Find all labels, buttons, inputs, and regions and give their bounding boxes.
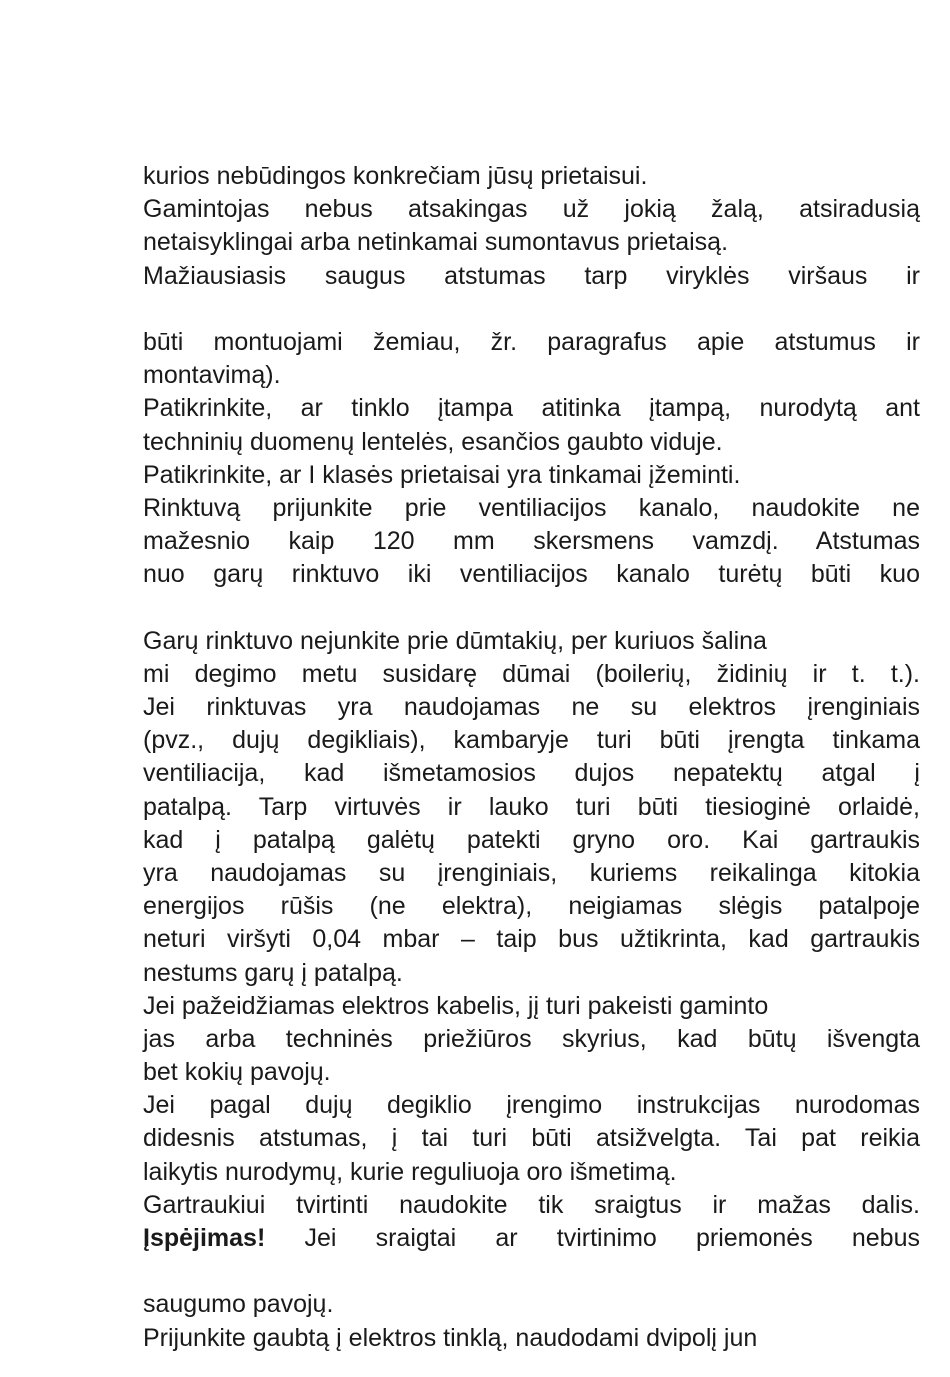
text-line: saugumo pavojų.	[143, 1290, 334, 1319]
text-line: kad į patalpą galėtų patekti gryno oro. Kai gartraukis	[143, 825, 920, 854]
warning-text: Jei sraigtai ar tvirtinimo priemonės nebus	[265, 1224, 920, 1252]
text-line: Jei pagal dujų degiklio įrengimo instrukcijas nurodomas	[143, 1091, 920, 1120]
text-line: yra naudojamas su įrenginiais, kuriems reikalinga kitokia	[143, 858, 920, 887]
text-line: energijos rūšis (ne elektra), neigiamas slėgis patalpoje	[143, 892, 920, 921]
blank-line	[143, 591, 920, 624]
text-line: Garų rinktuvo nejunkite prie dūmtakių, per kuriuos šalina	[143, 626, 767, 655]
text-line: patalpą. Tarp virtuvės ir lauko turi būti tiesioginė orlaidė,	[143, 792, 920, 821]
text-line: techninių duomenų lentelės, esančios gaubto viduje.	[143, 427, 723, 456]
text-line: Mažiausiasis saugus atstumas tarp viryklės viršaus ir	[143, 261, 920, 290]
text-line: būti montuojami žemiau, žr. paragrafus apie atstumus ir	[143, 327, 920, 356]
text-line: jas arba techninės priežiūros skyrius, kad būtų išvengta	[143, 1024, 920, 1053]
text-line: montavimą).	[143, 361, 281, 390]
blank-line	[143, 1255, 920, 1288]
text-line: Patikrinkite, ar tinklo įtampa atitinka įtampą, nurodytą ant	[143, 394, 920, 423]
text-line: Prijunkite gaubtą į elektros tinklą, naudodami dvipolį jun	[143, 1323, 758, 1352]
text-line: nuo garų rinktuvo iki ventiliacijos kanalo turėtų būti kuo	[143, 560, 920, 589]
text-line: ventiliacija, kad išmetamosios dujos nepatektų atgal į	[143, 759, 920, 788]
text-line: kurios nebūdingos konkrečiam jūsų prietaisui.	[143, 162, 648, 190]
warning-line	[143, 1222, 920, 1255]
warning-label: Įspėjimas!	[143, 1224, 266, 1252]
text-line: Rinktuvą prijunkite prie ventiliacijos kanalo, naudokite ne	[143, 493, 920, 522]
text-line: mažesnio kaip 120 mm skersmens vamzdį. Atstumas	[143, 527, 920, 556]
text-line: Gamintojas nebus atsakingas už jokią žalą, atsiradusią	[143, 195, 920, 224]
text-line: nestums garų į patalpą.	[143, 958, 403, 987]
text-line: Jei rinktuvas yra naudojamas ne su elektros įrenginiais	[143, 693, 920, 721]
text-line: bet kokių pavojų.	[143, 1058, 331, 1087]
text-column	[143, 160, 920, 1355]
text-line: (pvz., dujų degikliais), kambaryje turi būti įrengta tinkama	[143, 726, 920, 755]
text-line: Patikrinkite, ar I klasės prietaisai yra tinkamai įžeminti.	[143, 460, 741, 489]
text-line: didesnis atstumas, į tai turi būti atsižvelgta. Tai pat reikia	[143, 1124, 920, 1153]
text-line: netaisyklingai arba netinkamai sumontavus prietaisą.	[143, 228, 729, 257]
text-line: Jei pažeidžiamas elektros kabelis, jį turi pakeisti gaminto	[143, 991, 769, 1020]
text-line: neturi viršyti 0,04 mbar – taip bus užtikrinta, kad gartraukis	[143, 925, 920, 954]
text-line: laikytis nurodymų, kurie reguliuoja oro išmetimą.	[143, 1157, 677, 1186]
text-line: Gartraukiui tvirtinti naudokite tik sraigtus ir mažas dalis.	[143, 1190, 920, 1219]
text-line: mi degimo metu susidarę dūmai (boilerių, židinių ir t. t.).	[143, 659, 920, 688]
blank-line	[143, 293, 920, 326]
